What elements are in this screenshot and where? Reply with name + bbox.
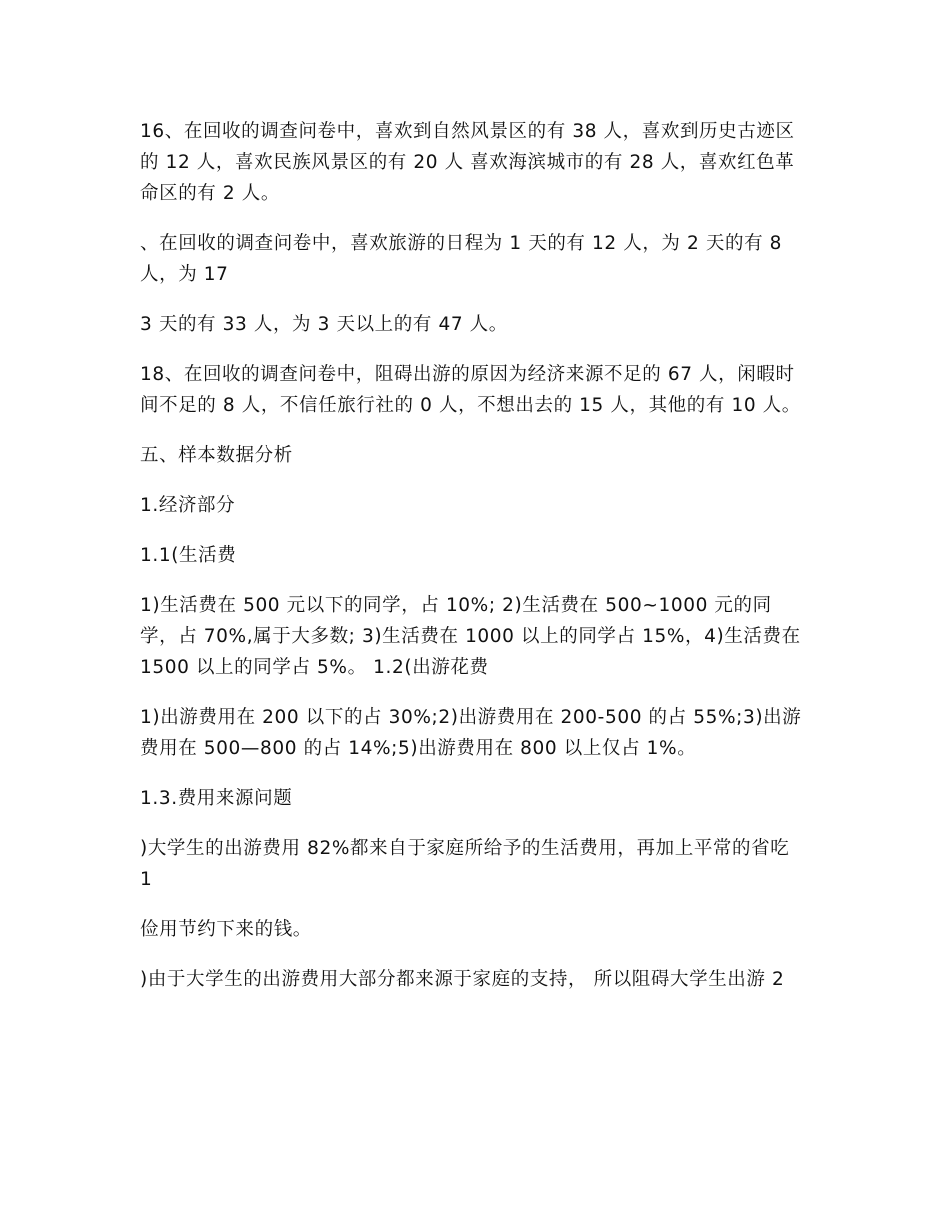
subsection-heading-cost-source: 1.3.费用来源问题 bbox=[140, 788, 293, 809]
paragraph-q16: 16、在回收的调查问卷中，喜欢到自然风景区的有 38 人，喜欢到历史古迹区的 12 人，喜欢民族风景区的有 20 人 喜欢海滨城市的有 28 人，喜欢红色革命区的有 2 人。 bbox=[140, 121, 795, 204]
document-body bbox=[140, 116, 808, 1014]
subsection-heading-economy: 1.经济部分 bbox=[140, 495, 236, 516]
paragraph-cost-source-1-cont: 俭用节约下来的钱。 bbox=[140, 919, 312, 940]
paragraph-cost-source-2: )由于大学生的出游费用大部分都来源于家庭的支持， 所以阻碍大学生出游 2 bbox=[140, 969, 785, 990]
paragraph-living-cost: 1)生活费在 500 元以下的同学，占 10%; 2)生活费在 500~1000 元的同学，占 70%,属于大多数; 3)生活费在 1000 以上的同学占 15%，4)生活费在 1500 以上的同学占 5%。 1.2(出游花费 bbox=[140, 595, 801, 678]
section-heading-analysis: 五、样本数据分析 bbox=[140, 445, 293, 466]
paragraph-cost-source-1: )大学生的出游费用 82%都来自于家庭所给予的生活费用，再加上平常的省吃 1 bbox=[140, 838, 790, 890]
paragraph-travel-cost: 1)出游费用在 200 以下的占 30%;2)出游费用在 200-500 的占 55%;3)出游费用在 500—800 的占 14%;5)出游费用在 800 以上仅占 1%。 bbox=[140, 707, 802, 759]
paragraph-q17-cont: 3 天的有 33 人，为 3 天以上的有 47 人。 bbox=[140, 314, 508, 335]
paragraph-q17: 、在回收的调查问卷中，喜欢旅游的日程为 1 天的有 12 人，为 2 天的有 8 人，为 17 bbox=[140, 233, 783, 285]
subsection-heading-living-cost: 1.1(生活费 bbox=[140, 545, 237, 566]
paragraph-q18: 18、在回收的调查问卷中，阻碍出游的原因为经济来源不足的 67 人，闲暇时间不足的 8 人，不信任旅行社的 0 人，不想出去的 15 人，其他的有 10 人。 bbox=[140, 364, 801, 416]
